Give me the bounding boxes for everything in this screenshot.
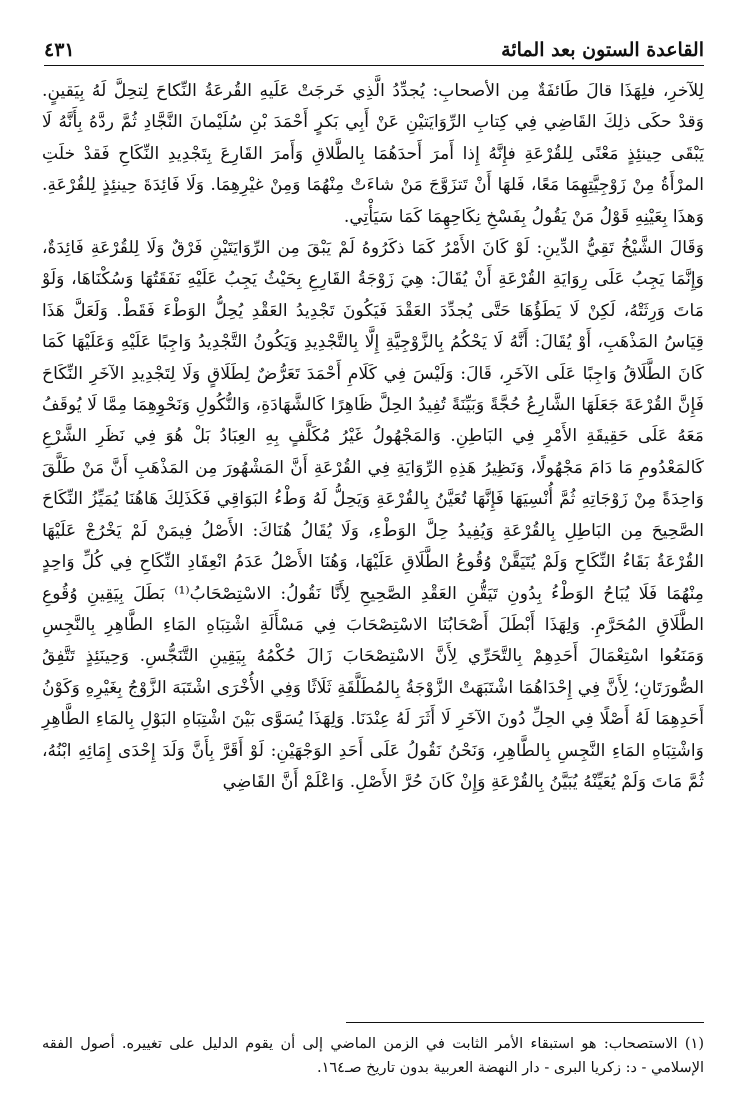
main-text: [42, 76, 704, 798]
footnote: (١) الاستصحاب: هو استبقاء الأمر الثابت في الزمن الماضي إلى أن يقوم الدليل على تغييره. أصول الفقه الإسلامي - د: زكريا البرى - دار النهضة العربية بدون تاريخ صـ١٦٤.: [42, 1036, 704, 1076]
running-title: القاعدة الستون بعد المائة: [501, 39, 704, 61]
page-number: ٤٣١: [44, 39, 75, 61]
footnotes: [42, 1032, 704, 1080]
footnote-divider: [346, 1022, 704, 1023]
paragraph: لِلآخرِ، فلِهَذَا قالَ طَائفَةٌ مِن الأصحابِ: يُجدِّدُ الَّذِي خَرجَتْ عَلَيهِ القُرعَةُ النِّكاحَ لِتحِلَّ لَهُ بِيَقينٍ. وَقدْ حكَى ذلِكَ القَاضِي فِي كِتابِ الرِّوَايَتيْنِ عَنْ أَبِي بَكرٍ أَحْمَدَ بْنِ سُلَيْمانَ النَّجَّادِ ثُمَّ ردَّهُ بِأَنَّهُ لَا يَبْقَى حِينئِذٍ مَعْنًى لِلقُرْعَةِ فإِنَّهُ إِذا أَمرَ أَحدَهُمَا بِالطَّلاقِ وَأَمرَ القَارِعَ بِتَجْدِيدِ النِّكَاحِ فَقدْ خلَتِ المرْأَةُ مِنْ زَوْجِيَّتِهِمَا مَعًا، فَلهَا أَنْ تَتزَوَّجَ مَنْ شاءَتْ مِنْهُمَا وَمِنْ غيْرِهِمَا. وَلَا فَائِدَةَ حِينئِذٍ لِلقُرْعَةِ. وَهذَا بِعَيْنِهِ قَوْلُ مَنْ يَقُولُ بِفَسْخِ نِكَاحِهِمَا كَمَا سَيَأْتِي.: [42, 81, 704, 227]
page-header: [44, 30, 704, 66]
paragraph: وَقَالَ الشَّيْخُ تَقِيُّ الدِّينِ: لَوْ كَانَ الأَمْرُ كَمَا ذكَرُوهُ لَمْ يَبْقَ مِن الرِّوَايَتَيْنِ فَرْقٌ وَلَا لِلقُرْعَةِ فَائِدَةٌ، وَإِنَّمَا يَجِبُ عَلَى رِوَايَةِ القُرْعَةِ أَنْ يُقَالَ: هِيَ زَوْجَةُ القَارِعِ بِحَيْثُ يَجِبُ عَلَيْهِ نَفَقَتُهَا وَسُكْنَاهَا، وَلَوْ مَاتَ وَرِثَتْهُ، لَكِنْ لَا يَطَؤُهَا حَتَّى يُجدِّدَ العَقْدَ فَيَكُونَ تَجْدِيدُ العَقْدِ يُحِلُّ الوَطْءَ فَقَطْ. وَلَعَلَّ هَذَا قِيَاسُ المَذْهَبِ، أَوْ يُقَالَ: أَنَّهُ لَا يَحْكُمُ بِالزَّوْجِيَّةِ إِلَّا بِالتَّجْدِيدِ وَيَكُونُ التَّجْدِيدُ وَاجِبًا عَلَيْهِ وَعَلَيْهَا كَمَا كَانَ الطَّلَاقُ وَاجِبًا عَلَى الآخَرِ، قَالَ: وَلَيْسَ فِي كَلَامِ أَحْمَدَ تَعَرُّضٌ لِطَلَاقٍ وَلَا لِتَجْدِيدِ الآخَرِ النِّكَاحَ فَإِنَّ القُرْعَةَ جَعَلَهَا الشَّارِعُ حُجَّةً وَبَيِّنَةً تُفِيدُ الحِلَّ ظَاهِرًا كَالشَّهَادَةِ، وَالنُّكُولِ وَنَحْوِهِمَا مِمَّا لَا يُوقَفُ مَعَهُ عَلَى حَقِيقَةِ الأَمْرِ فِي البَاطِنِ. وَالمَجْهُولُ غَيْرُ مُكَلَّفٍ بِهِ العِبَادُ بَلْ هُوَ فِي نَظَرِ الشَّرْعِ كَالمَعْدُومِ مَا دَامَ مَجْهُولًا، وَنَظِيرُ هَذِهِ الرِّوَايَةِ فِي القُرْعَةِ أَنَّ المَشْهُورَ مِن المَذْهَبِ أَنَّ مَنْ طَلَّقَ وَاحِدَةً مِنْ زَوْجَاتِهِ ثُمَّ أُنْسِيَهَا فَإِنَّهَا تُعَيَّنُ بِالقُرْعَةِ وَيَحِلُّ لَهُ وَطْءُ البَوَاقِي فَكَذَلِكَ هَاهُنَا يُمَيِّزُ النِّكَاحَ الصَّحِيحَ مِن البَاطِلِ بِالقُرْعَةِ وَيُفِيدُ حِلَّ الوَطْءِ، وَلَا يُقَالُ هُنَاكَ: الأَصْلُ فِيمَنْ لَمْ يَخْرُجْ عَلَيْهَا القُرْعَةُ بَقَاءُ النِّكَاحِ وَلَمْ يُتَيَقَّنْ وُقُوعُ الطَّلَاقِ عَلَيْهَا، وَهُنَا الأَصْلُ عَدَمُ انْعِقَادِ النِّكَاحِ فِي كُلِّ وَاحِدٍ مِنْهُمَا فَلَا يُبَاحُ الوَطْءُ بِدُونِ تَيَقُّنِ العَقْدِ الصَّحِيحِ لِأَنَّا نَقُولُ: الاسْتِصْحَابُ⁽¹⁾ بَطَلَ بِيَقِينِ وُقُوعِ الطَّلَاقِ المُحَرَّمِ. وَلِهَذَا أَبْطَلَ أَصْحَابُنَا الاسْتِصْحَابَ فِي مَسْأَلَةِ اشْتِبَاهِ المَاءِ الطَّاهِرِ بِالنَّجِسِ وَمَنَعُوا اسْتِعْمَالَ أَحَدِهِمْ بِالتَّحَرِّي لِأَنَّ الاسْتِصْحَابَ زَالَ حُكْمُهُ بِيَقِينِ التَّنَجُّسِ. وَحِينَئِذٍ تَتَّفِقُ الصُّورَتَانِ؛ لِأَنَّ فِي إِحْدَاهُمَا اشْتَبَهَتْ الزَّوْجَةُ بِالمُطَلَّقَةِ ثَلَاثًا وَفِي الأُخْرَى اشْتَبَهَ الزَّوْجُ بِغَيْرِهِ وَكَوْنُ أَحَدِهِمَا لَهُ أَصْلًا فِي الحِلِّ دُونَ الآخَرِ لَا أَثَرَ لَهُ عِنْدَنَا. وَلِهَذَا يُسَوَّى بَيْنَ اشْتِبَاهِ البَوْلِ بِالمَاءِ الطَّاهِرِ وَاشْتِبَاهِ المَاءِ النَّجِسِ بِالطَّاهِرِ، وَنَحْنُ نَقُولُ عَلَى أَحَدِ الوَجْهَيْنِ: لَوْ أَقَرَّ بِأَنَّ وَلَدَ إِحْدَى إِمَائِهِ ابْنُهُ، ثُمَّ مَاتَ وَلَمْ يُعَيِّنْهُ يُبَيَّنُ بِالقُرْعَةِ وَإِنْ كَانَ حُرَّ الأَصْلِ. وَاعْلَمْ أَنَّ القَاضِي: [42, 238, 704, 792]
